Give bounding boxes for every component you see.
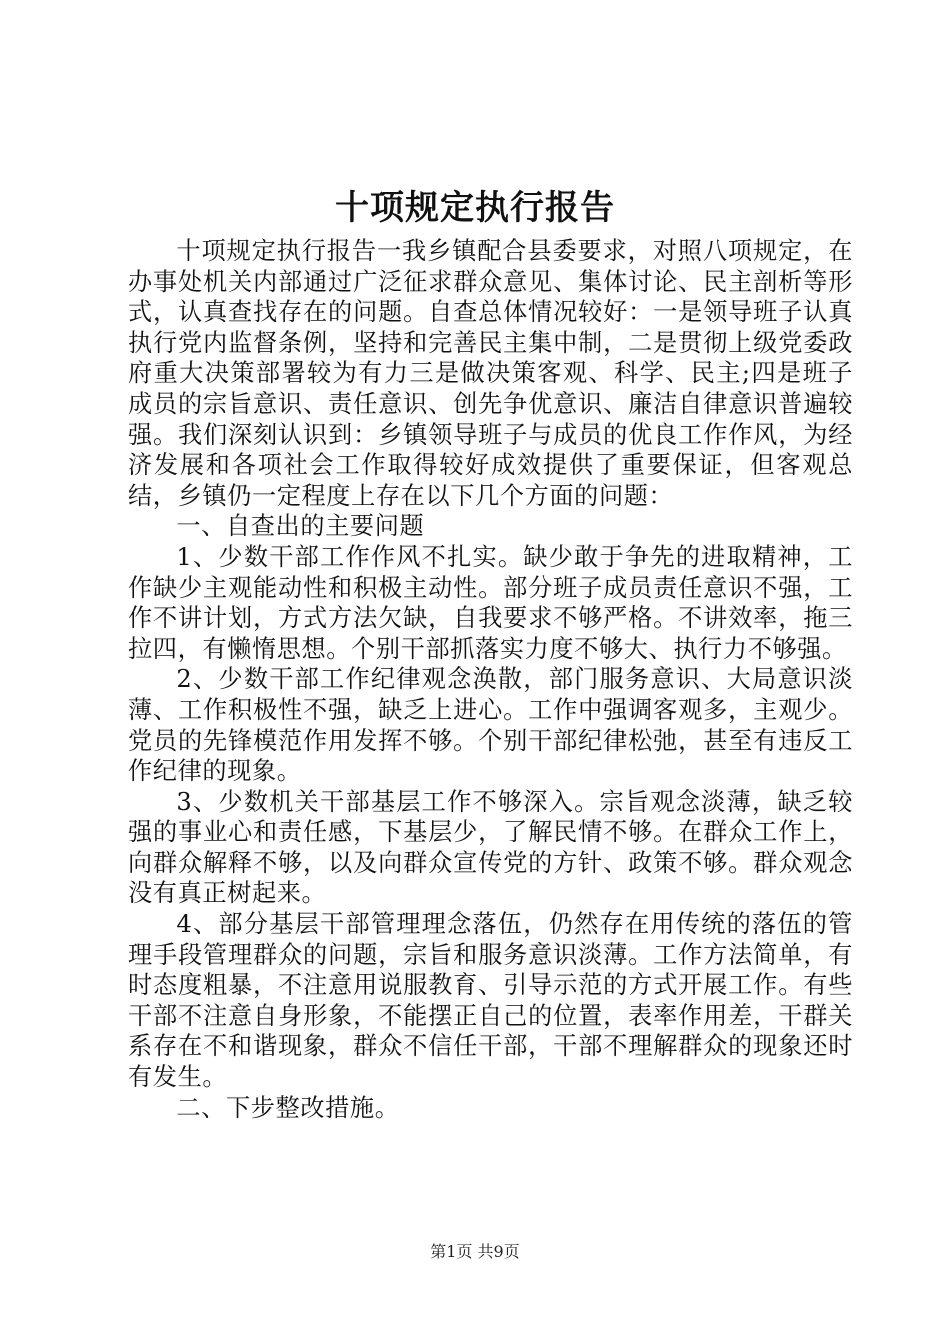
document-title: 十项规定执行报告 <box>335 188 615 228</box>
paragraph-problem-4: 4、部分基层干部管理理念落伍，仍然存在用传统的落伍的管理手段管理群众的问题，宗旨和服务意识淡薄。工作方法简单，有时态度粗暴，不注意用说服教育、引导示范的方式开展工作。有些干部不注意自身形象，不能摆正自己的位置，表率作用差，干群关系存在不和谐现象，群众不信任干部，干部不理解群众的现象还时有发生。 <box>128 910 853 1092</box>
section-heading-problems: 一、自查出的主要问题 <box>176 512 425 541</box>
page-number-footer: 第1页 共9页 <box>430 1242 520 1261</box>
paragraph-problem-2: 2、少数干部工作纪律观念涣散，部门服务意识、大局意识淡薄、工作积极性不强，缺乏上进心。工作中强调客观多，主观少。党员的先锋模范作用发挥不够。个别干部纪律松弛，甚至有违反工作纪律的现象。 <box>128 665 853 786</box>
paragraph-problem-1: 1、少数干部工作作风不扎实。缺少敢于争先的进取精神，工作缺少主观能动性和积极主动性。部分班子成员责任意识不强，工作不讲计划，方式方法欠缺，自我要求不够严格。不讲效率，拖三拉四，有懒惰思想。个别干部抓落实力度不够大、执行力不够强。 <box>128 542 853 663</box>
section-heading-measures: 二、下步整改措施。 <box>176 1093 400 1122</box>
paragraph-intro: 十项规定执行报告一我乡镇配合县委要求，对照八项规定，在办事处机关内部通过广泛征求群众意见、集体讨论、民主剖析等形式，认真查找存在的问题。自查总体情况较好：一是领导班子认真执行党内监督条例，坚持和完善民主集中制，二是贯彻上级党委政府重大决策部署较为有力三是做决策客观、科学、民主;四是班子成员的宗旨意识、责任意识、创先争优意识、廉洁自律意识普遍较强。我们深刻认识到：乡镇领导班子与成员的优良工作作风，为经济发展和各项社会工作取得较好成效提供了重要保证，但客观总结，乡镇仍一定程度上存在以下几个方面的问题： <box>128 237 853 510</box>
document-body <box>128 236 853 1123</box>
paragraph-problem-3: 3、少数机关干部基层工作不够深入。宗旨观念淡薄，缺乏较强的事业心和责任感，下基层少，了解民情不够。在群众工作上，向群众解释不够，以及向群众宣传党的方针、政策不够。群众观念没有真正树起来。 <box>128 787 853 908</box>
